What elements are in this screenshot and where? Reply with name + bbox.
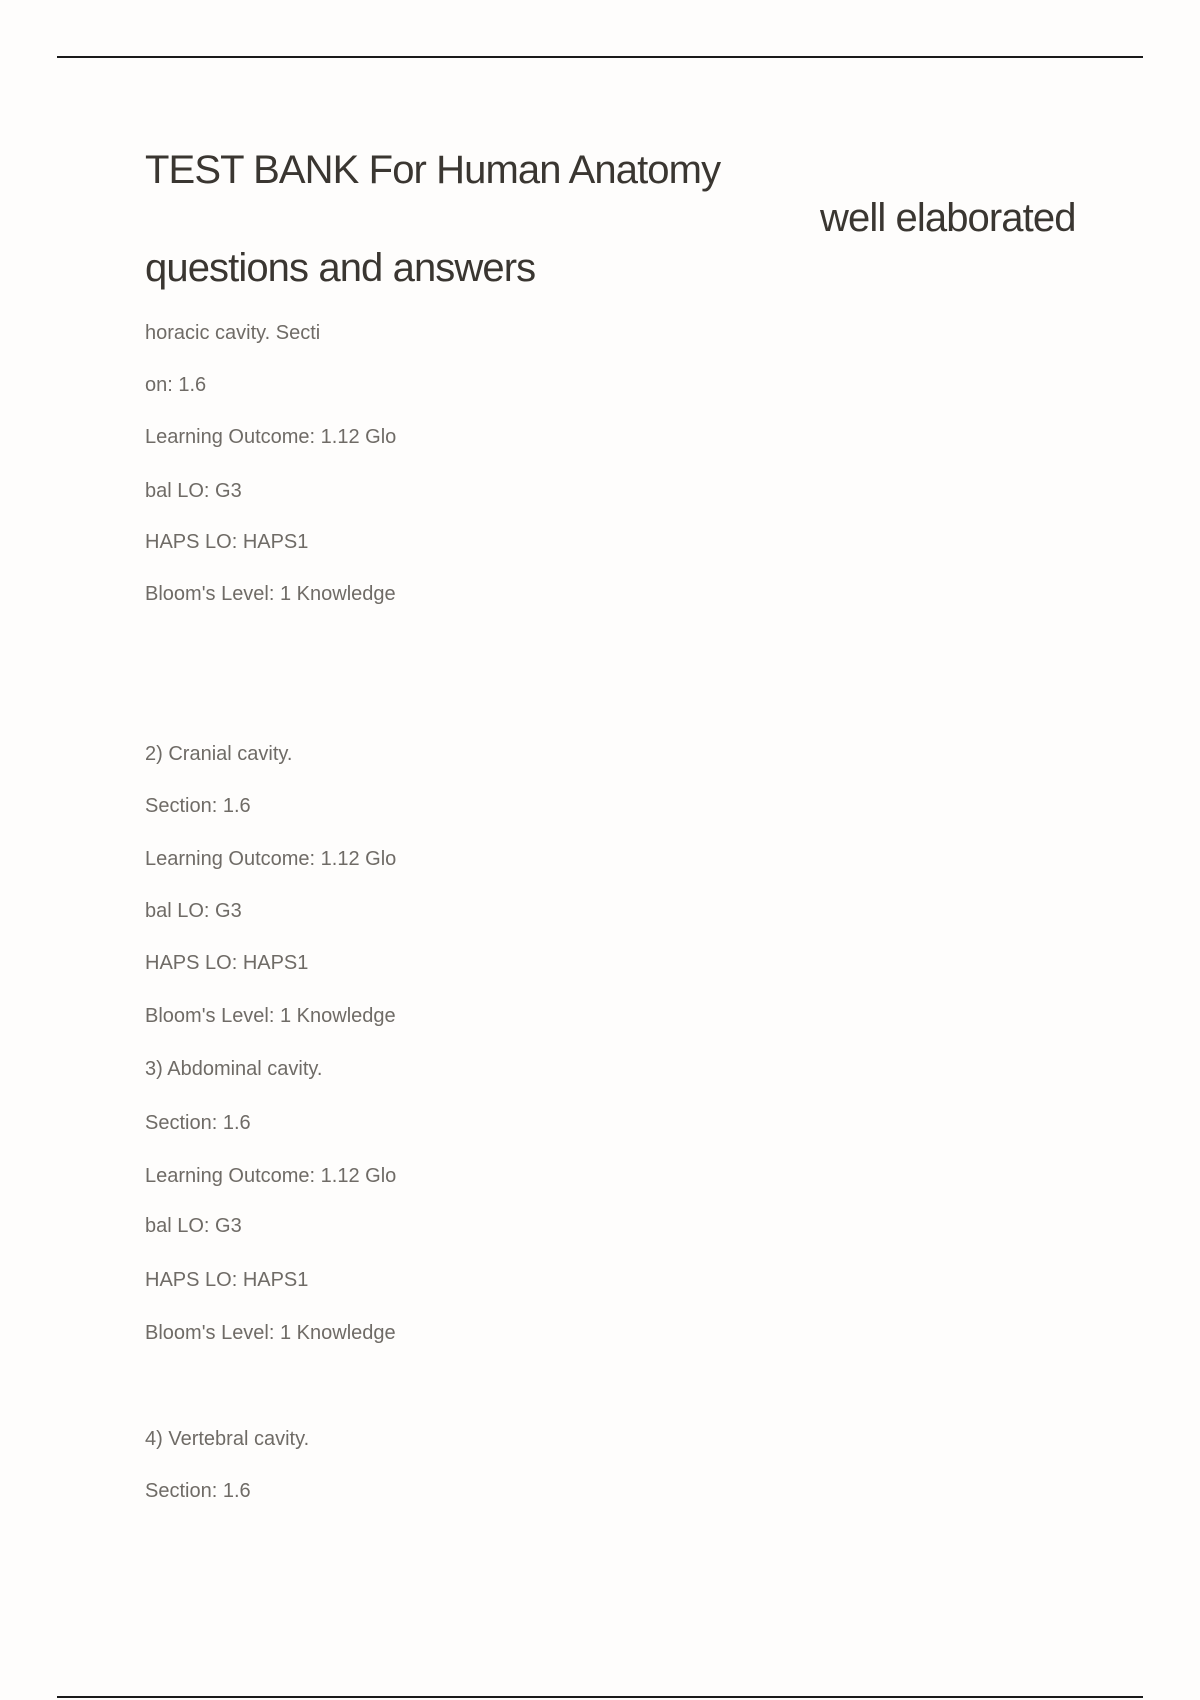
text-line: HAPS LO: HAPS1	[145, 1269, 309, 1291]
top-rule	[57, 56, 1143, 58]
bottom-rule	[57, 1696, 1143, 1698]
text-line: Bloom's Level: 1 Knowledge	[145, 1322, 396, 1344]
text-line: Learning Outcome: 1.12 Glo	[145, 1165, 397, 1187]
title-line-3: questions and answers	[145, 246, 536, 290]
text-line: Section: 1.6	[145, 1112, 251, 1134]
question-item: 2) Cranial cavity.	[145, 743, 293, 765]
text-line: Bloom's Level: 1 Knowledge	[145, 583, 396, 605]
text-line: on: 1.6	[145, 374, 207, 396]
text-line: Learning Outcome: 1.12 Glo	[145, 426, 397, 448]
question-item: 4) Vertebral cavity.	[145, 1428, 310, 1450]
text-line: bal LO: G3	[145, 480, 242, 502]
text-line: Section: 1.6	[145, 1480, 251, 1502]
title-line-2: well elaborated	[820, 196, 1076, 240]
text-line: bal LO: G3	[145, 900, 242, 922]
text-line: Bloom's Level: 1 Knowledge	[145, 1005, 396, 1027]
text-line: Learning Outcome: 1.12 Glo	[145, 848, 397, 870]
title-line-1: TEST BANK For Human Anatomy	[145, 148, 721, 192]
text-line: HAPS LO: HAPS1	[145, 952, 309, 974]
text-line: Section: 1.6	[145, 795, 251, 817]
text-line: HAPS LO: HAPS1	[145, 531, 309, 553]
question-item: 3) Abdominal cavity.	[145, 1058, 323, 1080]
text-line: bal LO: G3	[145, 1215, 242, 1237]
text-line: horacic cavity. Secti	[145, 322, 321, 344]
